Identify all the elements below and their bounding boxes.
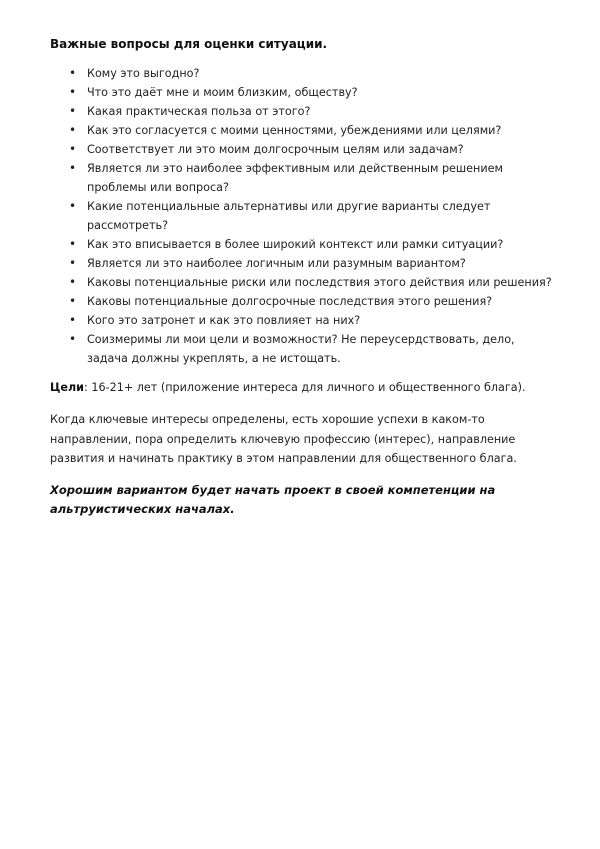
goals-line bbox=[50, 378, 556, 397]
section-heading: Важные вопросы для оценки ситуации. bbox=[50, 37, 328, 51]
bullet-icon: • bbox=[69, 85, 77, 99]
list-item-text: Как это согласуется с моими ценностями, убеждениями или целями? bbox=[87, 124, 502, 137]
body-paragraph: Когда ключевые интересы определены, есть хорошие успехи в каком-то направлении, пора определить ключевую профессию (интерес), направление развития и начинать практику в этом направлении для общественного блага. bbox=[50, 413, 517, 465]
goals-label: Цели bbox=[50, 381, 84, 394]
bullet-icon: • bbox=[69, 123, 77, 137]
list-item bbox=[50, 292, 556, 311]
bullet-icon: • bbox=[69, 199, 77, 213]
list-item bbox=[50, 83, 556, 102]
bullet-icon: • bbox=[69, 294, 77, 308]
list-item bbox=[50, 235, 556, 254]
list-item-text: Является ли это наиболее эффективным или действенным решением проблемы или вопроса? bbox=[87, 162, 503, 194]
list-item bbox=[50, 64, 556, 83]
list-item-text: Кого это затронет и как это повлияет на них? bbox=[87, 314, 361, 327]
list-item-text: Как это вписывается в более широкий контекст или рамки ситуации? bbox=[87, 238, 504, 251]
list-item bbox=[50, 197, 556, 235]
list-item-text: Соизмеримы ли мои цели и возможности? Не переусердствовать, дело, задача должны укреплять, а не истощать. bbox=[87, 333, 515, 365]
bullet-icon: • bbox=[69, 66, 77, 80]
list-item bbox=[50, 140, 556, 159]
highlight-paragraph: Хорошим вариантом будет начать проект в своей компетенции на альтруистических началах. bbox=[50, 482, 496, 516]
bullet-icon: • bbox=[69, 142, 77, 156]
list-item-text: Соответствует ли это моим долгосрочным целям или задачам? bbox=[87, 143, 464, 156]
list-item bbox=[50, 311, 556, 330]
bullet-icon: • bbox=[69, 332, 77, 346]
list-item-text: Какая практическая польза от этого? bbox=[87, 105, 311, 118]
list-item bbox=[50, 273, 556, 292]
goals-text: : 16-21+ лет (приложение интереса для личного и общественного блага). bbox=[84, 381, 526, 394]
bullet-icon: • bbox=[69, 237, 77, 251]
list-item-text: Кому это выгодно? bbox=[87, 67, 200, 80]
bullet-icon: • bbox=[69, 313, 77, 327]
list-item bbox=[50, 159, 556, 197]
list-item-text: Какие потенциальные альтернативы или другие варианты следует рассмотреть? bbox=[87, 200, 491, 232]
list-item bbox=[50, 330, 556, 368]
bullet-icon: • bbox=[69, 256, 77, 270]
list-item bbox=[50, 254, 556, 273]
list-item-text: Каковы потенциальные риски или последствия этого действия или решения? bbox=[87, 276, 552, 289]
questions-list bbox=[50, 64, 556, 368]
bullet-icon: • bbox=[69, 104, 77, 118]
list-item-text: Что это даёт мне и моим близким, обществу? bbox=[87, 86, 358, 99]
list-item bbox=[50, 121, 556, 140]
bullet-icon: • bbox=[69, 275, 77, 289]
bullet-icon: • bbox=[69, 161, 77, 175]
list-item-text: Является ли это наиболее логичным или разумным вариантом? bbox=[87, 257, 466, 270]
list-item bbox=[50, 102, 556, 121]
list-item-text: Каковы потенциальные долгосрочные последствия этого решения? bbox=[87, 295, 493, 308]
